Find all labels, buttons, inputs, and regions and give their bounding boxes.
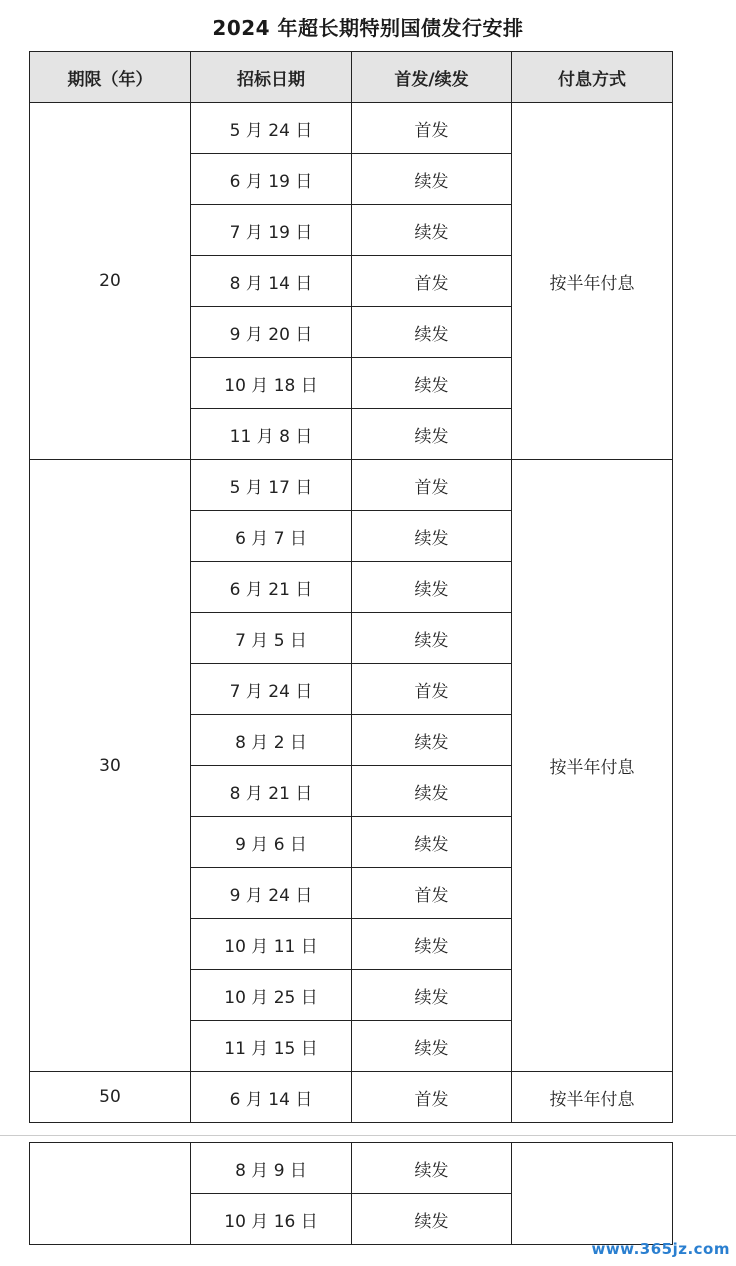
issue-type-cell: 续发 [352, 766, 512, 817]
term-cell: 50 [30, 1072, 191, 1123]
term-cell [30, 1143, 191, 1245]
issue-type-cell: 续发 [352, 919, 512, 970]
auction-date-cell: 10 月 16 日 [191, 1194, 352, 1245]
table-row [30, 103, 673, 154]
issue-type-cell: 续发 [352, 307, 512, 358]
issue-type-cell: 续发 [352, 715, 512, 766]
issue-type-cell: 续发 [352, 970, 512, 1021]
table-row [30, 460, 673, 511]
issue-type-cell: 首发 [352, 1072, 512, 1123]
issue-type-cell: 续发 [352, 205, 512, 256]
payment-method-cell: 按半年付息 [512, 1072, 673, 1123]
page-title: 2024 年超长期特别国债发行安排 [212, 16, 524, 40]
issue-type-cell: 续发 [352, 1143, 512, 1194]
issue-type-cell: 续发 [352, 613, 512, 664]
auction-date-cell: 6 月 7 日 [191, 511, 352, 562]
auction-date-cell: 9 月 24 日 [191, 868, 352, 919]
issue-type-cell: 续发 [352, 358, 512, 409]
auction-date-cell: 5 月 17 日 [191, 460, 352, 511]
header-payment: 付息方式 [512, 52, 673, 103]
header-term: 期限（年） [30, 52, 191, 103]
issue-type-cell: 续发 [352, 511, 512, 562]
issue-type-cell: 续发 [352, 817, 512, 868]
issue-type-cell: 首发 [352, 664, 512, 715]
issue-type-cell: 首发 [352, 103, 512, 154]
payment-method-cell: 按半年付息 [512, 460, 673, 1072]
auction-date-cell: 10 月 18 日 [191, 358, 352, 409]
term-cell: 20 [30, 103, 191, 460]
issue-type-cell: 首发 [352, 460, 512, 511]
auction-date-cell: 9 月 20 日 [191, 307, 352, 358]
auction-date-cell: 8 月 21 日 [191, 766, 352, 817]
page-break-divider [0, 1135, 736, 1136]
issue-type-cell: 首发 [352, 256, 512, 307]
payment-method-cell [512, 1143, 673, 1245]
auction-date-cell: 8 月 9 日 [191, 1143, 352, 1194]
site-watermark: www.365jz.com [591, 1240, 730, 1258]
issue-type-cell: 首发 [352, 868, 512, 919]
issue-type-cell: 续发 [352, 562, 512, 613]
auction-date-cell: 8 月 2 日 [191, 715, 352, 766]
issue-type-cell: 续发 [352, 1021, 512, 1072]
table-row [30, 1143, 673, 1194]
payment-method-cell: 按半年付息 [512, 103, 673, 460]
auction-date-cell: 10 月 11 日 [191, 919, 352, 970]
bond-schedule-continuation-table [29, 1142, 673, 1245]
auction-date-cell: 11 月 15 日 [191, 1021, 352, 1072]
bond-schedule-table [29, 51, 673, 1123]
header-date: 招标日期 [191, 52, 352, 103]
header-type: 首发/续发 [352, 52, 512, 103]
auction-date-cell: 10 月 25 日 [191, 970, 352, 1021]
issue-type-cell: 续发 [352, 409, 512, 460]
auction-date-cell: 5 月 24 日 [191, 103, 352, 154]
auction-date-cell: 6 月 19 日 [191, 154, 352, 205]
auction-date-cell: 7 月 24 日 [191, 664, 352, 715]
auction-date-cell: 7 月 19 日 [191, 205, 352, 256]
issue-type-cell: 续发 [352, 154, 512, 205]
auction-date-cell: 7 月 5 日 [191, 613, 352, 664]
auction-date-cell: 9 月 6 日 [191, 817, 352, 868]
issue-type-cell: 续发 [352, 1194, 512, 1245]
auction-date-cell: 8 月 14 日 [191, 256, 352, 307]
term-cell: 30 [30, 460, 191, 1072]
table-row [30, 1072, 673, 1123]
auction-date-cell: 11 月 8 日 [191, 409, 352, 460]
auction-date-cell: 6 月 14 日 [191, 1072, 352, 1123]
auction-date-cell: 6 月 21 日 [191, 562, 352, 613]
